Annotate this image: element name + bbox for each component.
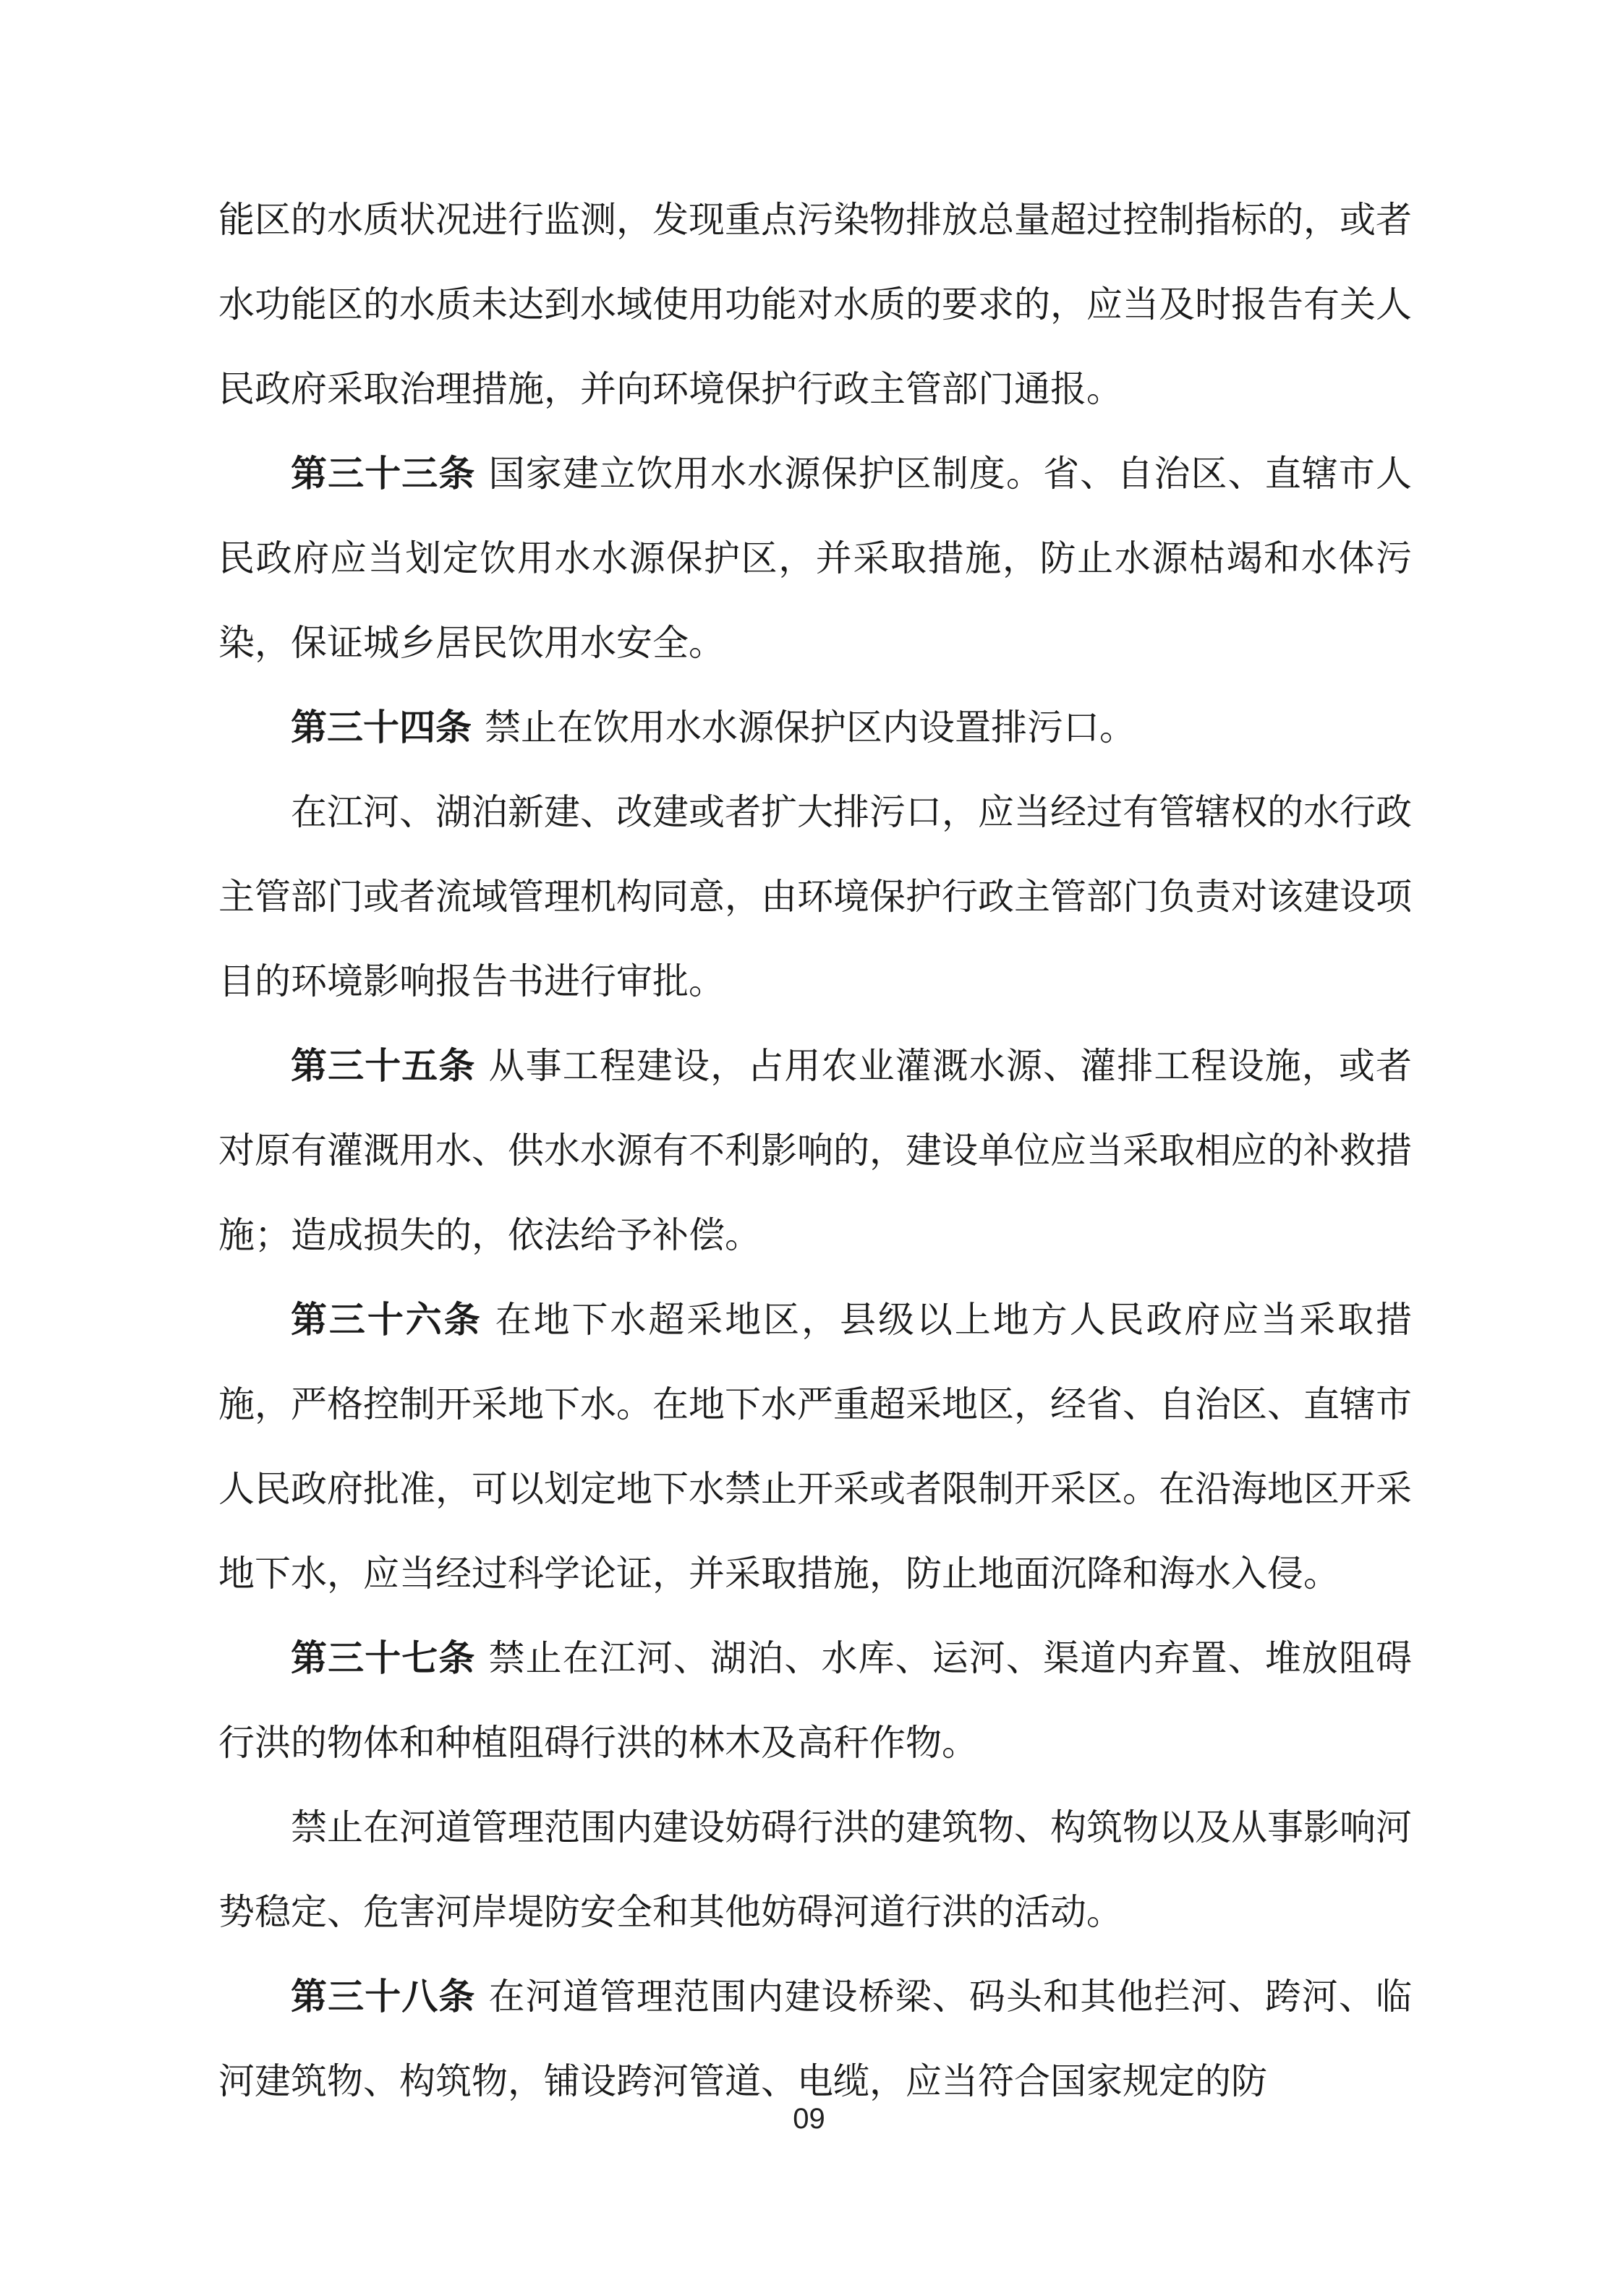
paragraph-continued [218, 178, 1412, 432]
article-number: 第三十七条 [291, 1637, 476, 1679]
article-number: 第三十四条 [291, 707, 472, 748]
article-text: 在河道管理范围内建设桥梁、码头和其他拦河、跨河、临河建筑物、构筑物，铺设跨河管道、电缆，应当符合国家规定的防 [218, 1976, 1413, 2102]
article-35 [218, 1024, 1412, 1278]
article-text: 禁止在饮用水水源保护区内设置排污口。 [485, 707, 1136, 748]
article-number: 第三十八条 [291, 1976, 476, 2018]
article-37-paragraph-2 [218, 1785, 1412, 1955]
article-number: 第三十五条 [291, 1045, 476, 1087]
paragraph-text: 在江河、湖泊新建、改建或者扩大排污口，应当经过有管辖权的水行政主管部门或者流域管理机构同意，由环境保护行政主管部门负责对该建设项目的环境影响报告书进行审批。 [218, 791, 1412, 1002]
page-number: 09 [793, 2103, 825, 2135]
document-body [218, 178, 1412, 2124]
article-text: 禁止在江河、湖泊、水库、运河、渠道内弃置、堆放阻碍行洪的物体和种植阻碍行洪的林木及高秆作物。 [218, 1637, 1413, 1764]
article-text: 在地下水超采地区，县级以上地方人民政府应当采取措施，严格控制开采地下水。在地下水严重超采地区，经省、自治区、直辖市人民政府批准，可以划定地下水禁止开采或者限制开采区。在沿海地区开采地下水，应当经过科学论证，并采取措施，防止地面沉降和海水入侵。 [218, 1299, 1413, 1595]
paragraph-text: 能区的水质状况进行监测，发现重点污染物排放总量超过控制指标的，或者水功能区的水质未达到水域使用功能对水质的要求的，应当及时报告有关人民政府采取治理措施，并向环境保护行政主管部门通报。 [218, 199, 1412, 410]
article-text: 从事工程建设，占用农业灌溉水源、灌排工程设施，或者对原有灌溉用水、供水水源有不利影响的，建设单位应当采取相应的补救措施；造成损失的，依法给予补偿。 [218, 1045, 1413, 1256]
article-34-paragraph-2 [218, 770, 1412, 1024]
article-38 [218, 1955, 1412, 2124]
article-36 [218, 1278, 1412, 1616]
article-37 [218, 1616, 1412, 1785]
article-33 [218, 432, 1412, 686]
article-number: 第三十六条 [291, 1299, 482, 1341]
paragraph-text: 禁止在河道管理范围内建设妨碍行洪的建筑物、构筑物以及从事影响河势稳定、危害河岸堤防安全和其他妨碍河道行洪的活动。 [218, 1806, 1412, 1933]
article-number: 第三十三条 [291, 453, 476, 495]
article-text: 国家建立饮用水水源保护区制度。省、自治区、直辖市人民政府应当划定饮用水水源保护区，并采取措施，防止水源枯竭和水体污染，保证城乡居民饮用水安全。 [218, 453, 1413, 664]
article-34 [218, 686, 1412, 770]
